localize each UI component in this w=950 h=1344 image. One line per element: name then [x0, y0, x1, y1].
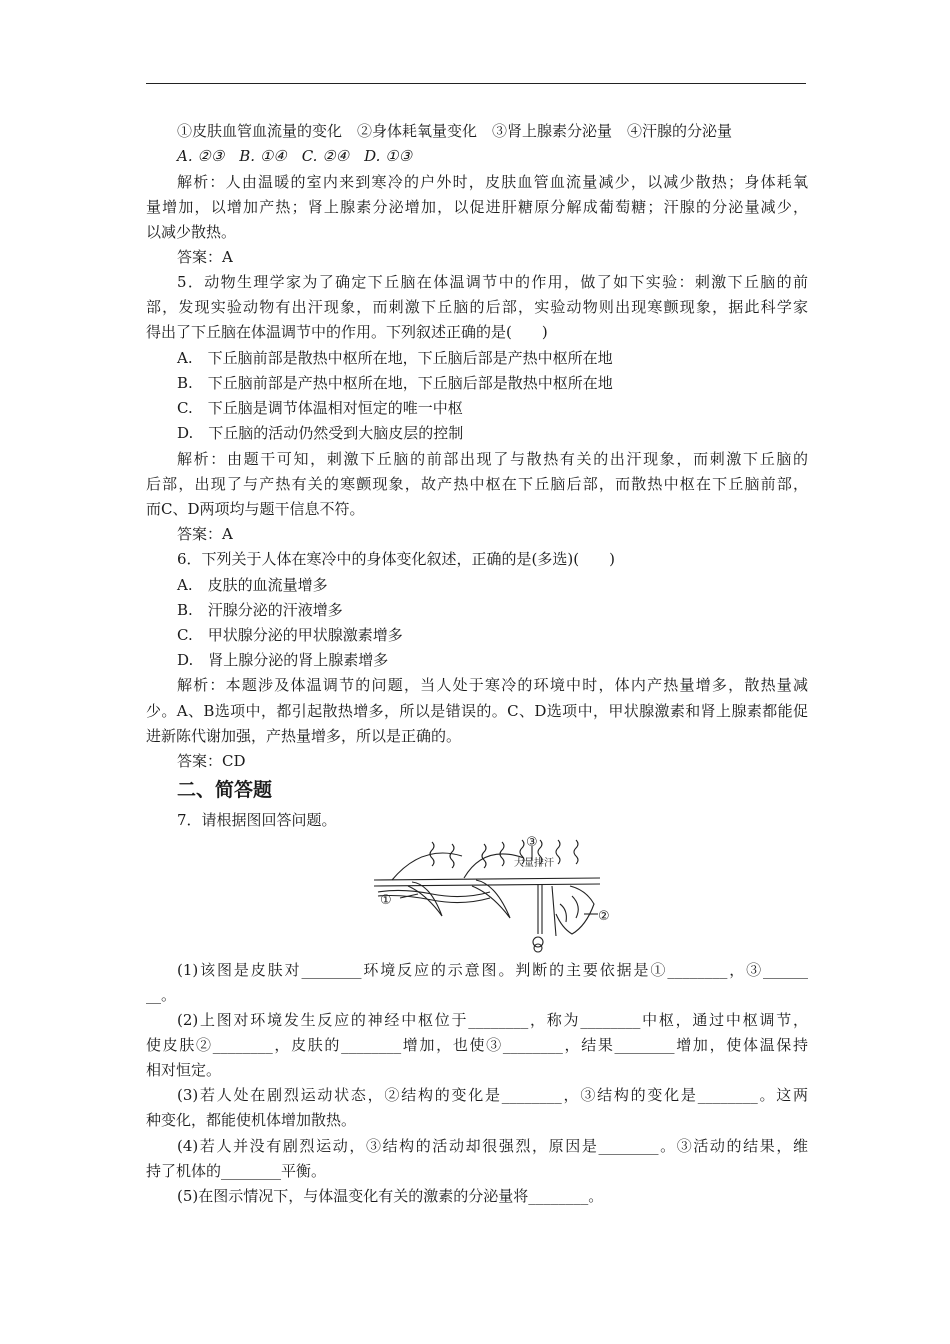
sweat-duct: [538, 884, 542, 934]
q7-part4-line: (4)若人并没有剧烈运动，③结构的活动却很强烈，原因是________。③活动的结果，维: [177, 1137, 808, 1155]
q6-analysis-line: 少。A、B选项中，都引起散热增多，所以是错误的。C、D选项中，甲状腺激素和肾上腺素都能促: [146, 702, 808, 720]
q5-analysis-line: 解析：由题干可知，刺激下丘脑的前部出现了与散热有关的出汗现象，而刺激下丘脑的: [177, 450, 808, 468]
sweat-gland: [534, 944, 542, 952]
hair-follicle: [472, 880, 510, 918]
q4-options: A. ②③ B. ①④ C. ②④ D. ①③: [177, 147, 413, 165]
q5-stem-line: 部，发现实验动物有出汗现象，而刺激下丘脑的后部，实验动物则出现寒颤现象，据此科学家: [146, 298, 808, 316]
label-3: ③: [526, 835, 538, 850]
q7-part1-line: (1)该图是皮肤对________环境反应的示意图。判断的主要依据是①________，③______: [177, 961, 808, 979]
q7-part2-line: (2)上图对环境发生反应的神经中枢位于________，称为________中枢，通过中枢调节，: [177, 1011, 808, 1029]
q5-analysis-line: 后部，出现了与产热有关的寒颤现象，故产热中枢在下丘脑后部，而散热中枢在下丘脑前部，: [146, 475, 808, 493]
skin-diagram: [372, 834, 614, 954]
q7-part5-line: (5)在图示情况下，与体温变化有关的激素的分泌量将________。: [177, 1187, 604, 1205]
q4-analysis-line: 以减少散热。: [146, 223, 237, 241]
q5-option-c: C. 下丘脑是调节体温相对恒定的唯一中枢: [177, 399, 463, 417]
q6-option-a: A. 皮肤的血流量增多: [177, 576, 328, 594]
q5-analysis-line: 而C、D两项均与题干信息不符。: [146, 500, 365, 518]
q6-option-c: C. 甲状腺分泌的甲状腺激素增多: [177, 626, 403, 644]
section-title: 二、简答题: [177, 779, 273, 801]
q4-items: ①皮肤血管血流量的变化 ②身体耗氧量变化 ③肾上腺素分泌量 ④汗腺的分泌量: [177, 122, 733, 140]
q7-part3-line: 种变化，都能使机体增加散热。: [146, 1111, 357, 1129]
label-1: ①: [380, 893, 392, 908]
q4-analysis-line: 量增加，以增加产热；肾上腺素分泌增加，以促进肝糖原分解成葡萄糖；汗腺的分泌量减少，: [146, 198, 808, 216]
q7-part3-line: (3)若人处在剧烈运动状态，②结构的变化是________，③结构的变化是________。这两: [177, 1086, 808, 1104]
capillary-loop: [552, 886, 594, 936]
q7-part4-line: 持了机体的________平衡。: [146, 1162, 327, 1180]
q6-option-d: D. 肾上腺分泌的肾上腺素增多: [177, 651, 389, 669]
q7-part1-line: __。: [146, 986, 177, 1004]
heat-wave: [482, 844, 486, 868]
q5-answer: 答案：A: [177, 525, 233, 543]
heat-wave: [556, 840, 560, 864]
q6-stem: 6．下列关于人体在寒冷中的身体变化叙述，正确的是(多选)( ): [177, 550, 615, 568]
q6-option-b: B. 汗腺分泌的汗液增多: [177, 601, 343, 619]
header-rule: [146, 83, 806, 84]
q5-stem-line: 得出了下丘脑在体温调节中的作用。下列叙述正确的是( ): [146, 323, 548, 341]
heat-wave: [574, 840, 578, 864]
q7-part2-line: 使皮肤②________，皮肤的________增加，也使③________，结果________增加，使体温保持: [146, 1036, 808, 1054]
q5-option-a: A. 下丘脑前部是散热中枢所在地，下丘脑后部是产热中枢所在地: [177, 349, 613, 367]
q7-part2-line: 相对恒定。: [146, 1061, 222, 1079]
q4-answer: 答案：A: [177, 248, 233, 266]
capillary-loop: [560, 896, 578, 922]
label-2: ②: [598, 909, 610, 924]
q6-analysis-line: 解析：本题涉及体温调节的问题，当人处于寒冷的环境中时，体内产热量增多，散热量减: [177, 676, 808, 694]
figure-caption: 大量排汗: [514, 858, 554, 869]
q5-option-b: B. 下丘脑前部是产热中枢所在地，下丘脑后部是散热中枢所在地: [177, 374, 613, 392]
q6-analysis-line: 进新陈代谢加强，产热量增多，所以是正确的。: [146, 727, 462, 745]
heat-wave: [450, 844, 454, 868]
q5-option-d: D. 下丘脑的活动仍然受到大脑皮层的控制: [177, 424, 464, 442]
q6-answer: 答案：CD: [177, 752, 246, 770]
q7-stem: 7．请根据图回答问题。: [177, 811, 337, 829]
q5-stem-line: 5．动物生理学家为了确定下丘脑在体温调节中的作用，做了如下实验：刺激下丘脑的前: [177, 273, 808, 291]
q4-analysis-line: 解析：人由温暖的室内来到寒冷的户外时，皮肤血管血流量减少，以减少散热；身体耗氧: [177, 173, 808, 191]
skin-surface: [374, 878, 600, 880]
hair: [392, 853, 462, 880]
